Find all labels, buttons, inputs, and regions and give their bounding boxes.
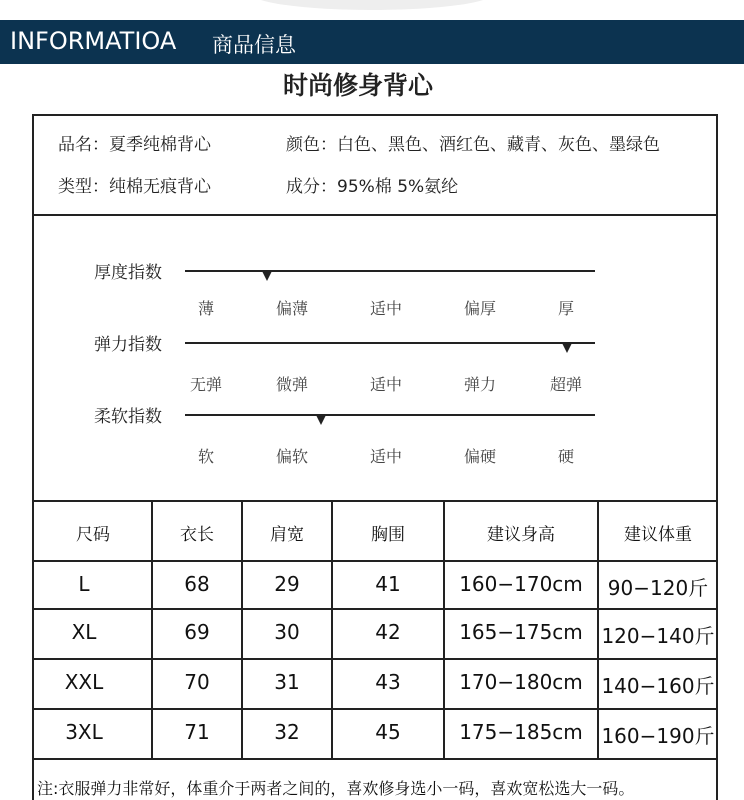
scale-tick-label: 偏软	[275, 447, 308, 466]
table-cell: 70	[184, 670, 210, 694]
scale-title: 弹力指数	[94, 335, 162, 355]
table-header-cell: 建议身高	[487, 525, 555, 545]
product-name: 品名：夏季纯棉背心	[58, 135, 211, 155]
table-cell: 160−170cm	[459, 572, 583, 596]
table-cell: 32	[274, 720, 300, 744]
table-cell: 170−180cm	[459, 670, 583, 694]
scale-tick-label: 微弹	[275, 375, 308, 394]
header-cn-title: 商品信息	[212, 33, 296, 57]
table-cell: XXL	[64, 670, 104, 694]
table-header-cell: 胸围	[371, 525, 405, 545]
table-cell: 43	[375, 670, 401, 694]
header-en-title: INFORMATIOA	[10, 27, 177, 55]
scale-marker	[562, 343, 572, 353]
scale-title: 厚度指数	[94, 263, 162, 283]
table-cell: 68	[184, 572, 210, 596]
scale-tick-label: 薄	[197, 299, 214, 318]
header-bar	[0, 20, 744, 64]
scale-tick-label: 偏厚	[463, 299, 496, 318]
scale-tick-label: 适中	[369, 375, 402, 394]
table-cell: 140−160斤	[601, 674, 715, 698]
table-header-cell: 衣长	[180, 525, 214, 545]
scale-tick-label: 无弹	[189, 375, 222, 394]
table-header-cell: 肩宽	[270, 525, 304, 545]
size-note: 注:衣服弹力非常好，体重介于两者之间的，喜欢修身选小一码，喜欢宽松选大一码。	[37, 779, 635, 798]
table-cell: 30	[274, 620, 300, 644]
table-row-divider	[34, 658, 718, 660]
scale-tick-label: 软	[197, 447, 214, 466]
scale-tick-label: 适中	[369, 299, 402, 318]
scale-tick-label: 适中	[369, 447, 402, 466]
table-cell: 45	[375, 720, 401, 744]
scale-tick-label: 厚	[557, 299, 574, 318]
table-cell: 31	[274, 670, 300, 694]
table-cell: 29	[274, 572, 300, 596]
scale-line	[185, 414, 595, 416]
scale-tick-label: 弹力	[463, 375, 496, 394]
table-cell: 165−175cm	[459, 620, 583, 644]
table-cell: 71	[184, 720, 210, 744]
table-cell: 175−185cm	[459, 720, 583, 744]
scale-tick-label: 偏薄	[275, 299, 308, 318]
scale-marker	[316, 415, 326, 425]
table-row-divider	[34, 608, 718, 610]
divider	[34, 500, 718, 502]
table-cell: 42	[375, 620, 401, 644]
product-info-sheet	[32, 114, 718, 800]
product-colors: 颜色：白色、黑色、酒红色、藏青、灰色、墨绿色	[286, 135, 660, 155]
product-title: 时尚修身背心	[282, 71, 433, 100]
scale-line	[185, 342, 595, 344]
table-cell: 90−120斤	[607, 576, 709, 600]
top-decoration	[250, 0, 494, 10]
divider	[34, 214, 718, 216]
table-row-divider	[34, 758, 718, 760]
product-type: 类型：纯棉无痕背心	[58, 177, 211, 197]
product-composition: 成分：95%棉 5%氨纶	[286, 177, 459, 197]
table-header-cell: 尺码	[76, 525, 110, 545]
table-cell: 120−140斤	[601, 624, 715, 648]
scale-tick-label: 偏硬	[463, 447, 496, 466]
table-row-divider	[34, 708, 718, 710]
table-cell: L	[78, 572, 90, 596]
scale-tick-label: 硬	[557, 447, 574, 466]
table-row-divider	[34, 560, 718, 562]
table-header-cell: 建议体重	[624, 525, 692, 545]
table-cell: XL	[71, 620, 97, 644]
scale-line	[185, 270, 595, 272]
table-cell: 41	[375, 572, 401, 596]
table-cell: 160−190斤	[601, 724, 715, 748]
scale-tick-label: 超弹	[549, 375, 582, 394]
table-cell: 69	[184, 620, 210, 644]
table-cell: 3XL	[65, 720, 103, 744]
scale-title: 柔软指数	[94, 407, 162, 427]
scale-marker	[262, 271, 272, 281]
